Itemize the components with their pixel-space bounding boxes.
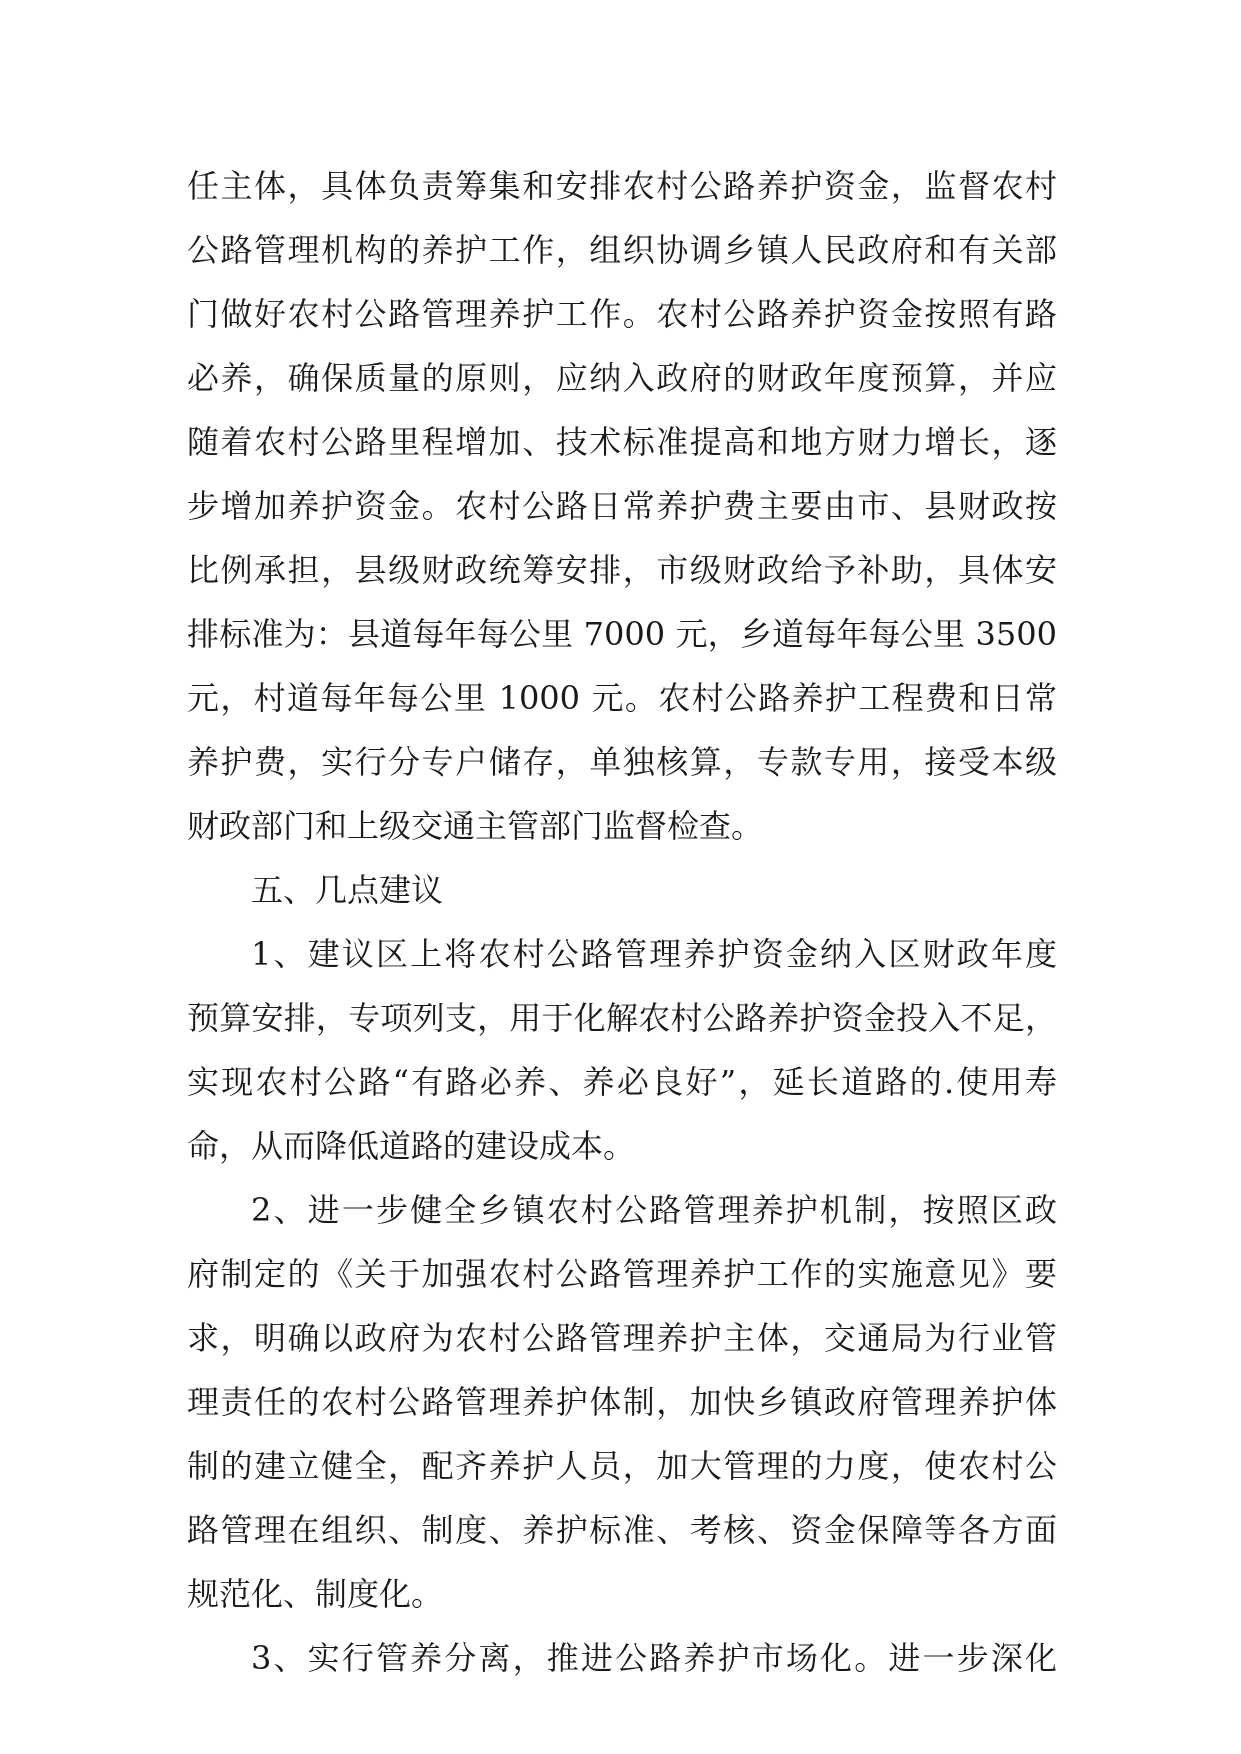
text-line: 五、几点建议: [251, 871, 444, 909]
text-line: 府制定的《关于加强农村公路管理养护工作的实施意见》要: [187, 1255, 1057, 1293]
text-line: 预算安排，专项列支，用于化解农村公路养护资金投入不足，: [187, 999, 1057, 1037]
text-line: 步增加养护资金。农村公路日常养护费主要由市、县财政按: [187, 487, 1057, 525]
text-line: 公路管理机构的养护工作，组织协调乡镇人民政府和有关部: [187, 231, 1057, 269]
text-line: 元，村道每年每公里 1000 元。农村公路养护工程费和日常: [187, 679, 1057, 717]
document-body: [187, 154, 1057, 1690]
text-line: 命，从而降低道路的建设成本。: [187, 1127, 636, 1165]
text-line: 路管理在组织、制度、养护标准、考核、资金保障等各方面: [187, 1511, 1057, 1549]
text-line: 随着农村公路里程增加、技术标准提高和地方财力增长，逐: [187, 423, 1057, 461]
text-line: 任主体，具体负责筹集和安排农村公路养护资金，监督农村: [187, 167, 1057, 205]
text-line: 制的建立健全，配齐养护人员，加大管理的力度，使农村公: [187, 1447, 1057, 1485]
text-line: 规范化、制度化。: [187, 1575, 444, 1613]
text-line: 必养，确保质量的原则，应纳入政府的财政年度预算，并应: [187, 359, 1057, 397]
text-line: 排标准为：县道每年每公里 7000 元，乡道每年每公里 3500: [187, 615, 1057, 653]
text-line: 3、实行管养分离，推进公路养护市场化。进一步深化: [251, 1639, 1057, 1677]
text-line: 2、进一步健全乡镇农村公路管理养护机制，按照区政: [251, 1191, 1057, 1229]
text-line: 1、建议区上将农村公路管理养护资金纳入区财政年度: [251, 935, 1057, 973]
text-line: 理责任的农村公路管理养护体制，加快乡镇政府管理养护体: [187, 1383, 1057, 1421]
text-line: 实现农村公路“有路必养、养必良好”，延长道路的.使用寿: [187, 1063, 1057, 1101]
text-line: 财政部门和上级交通主管部门监督检查。: [187, 807, 764, 845]
text-line: 比例承担，县级财政统筹安排，市级财政给予补助，具体安: [187, 551, 1057, 589]
text-line: 门做好农村公路管理养护工作。农村公路养护资金按照有路: [187, 295, 1057, 333]
text-line: 求，明确以政府为农村公路管理养护主体，交通局为行业管: [187, 1319, 1057, 1357]
text-line: 养护费，实行分专户储存，单独核算，专款专用，接受本级: [187, 743, 1057, 781]
